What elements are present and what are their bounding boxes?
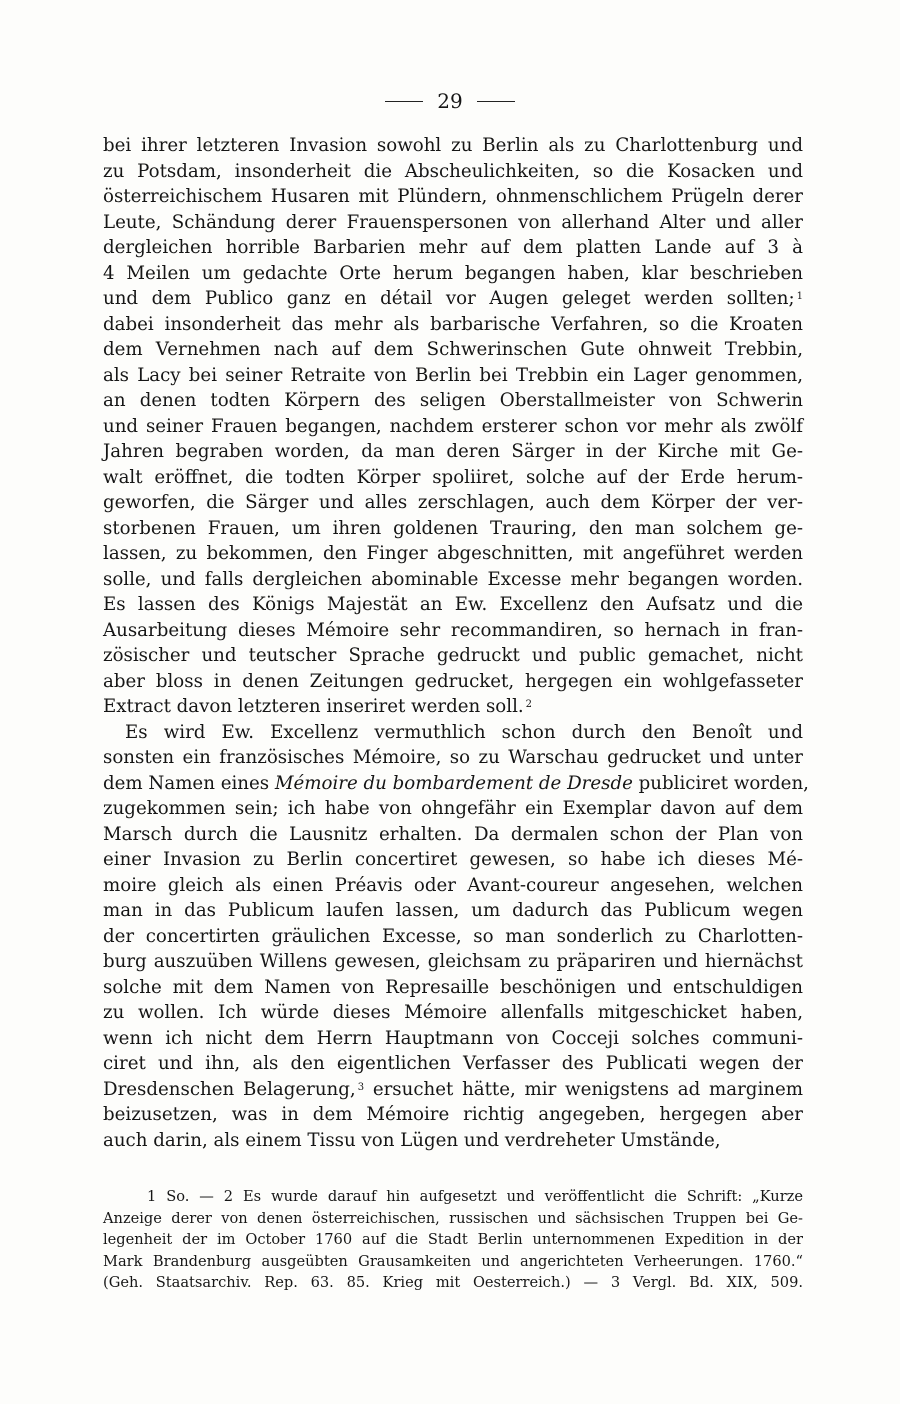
text-line: 4 Meilen um gedachte Orte herum begangen haben, klar beschrieben	[103, 262, 803, 284]
text-line	[103, 1128, 803, 1154]
text-line	[103, 720, 803, 746]
footnote-line: 1 So. — 2 Es wurde darauf hin aufgesetzt und veröffentlicht die Schrift: „Kurze	[147, 1188, 803, 1205]
footnote-marker: 1	[796, 291, 803, 302]
text-segment: solche mit dem Namen von Represaille beschönigen und entschuldigen	[103, 976, 803, 998]
text-line	[103, 1051, 803, 1077]
text-line: Leute, Schändung derer Frauenspersonen von allerhand Alter und aller	[103, 211, 803, 233]
text-segment: ciret und ihn, als den eigentlichen Verfasser des Publicati wegen der	[103, 1053, 803, 1074]
footnote-line: Anzeige derer von denen österreichischen, russischen und sächsischen Truppen bei Ge-	[103, 1209, 803, 1227]
header-rule-left	[385, 101, 423, 102]
text-line	[103, 924, 803, 950]
text-line: geworfen, die Särger und alles zerschlagen, auch dem Körper der ver-	[103, 492, 803, 513]
text-segment: dem Namen eines	[103, 772, 275, 794]
text-line: österreichischem Husaren mit Plündern, ohnmenschlichem Prügeln derer	[103, 186, 803, 207]
text-line: bei ihrer letzteren Invasion sowohl zu Berlin als zu Charlottenburg und	[103, 135, 803, 156]
text-segment: Es wird Ew. Excellenz vermuthlich schon durch den Benoît und	[125, 721, 803, 743]
body-text	[103, 133, 809, 1153]
paragraph-1	[103, 133, 803, 720]
text-segment: Dresdenschen Belagerung,	[103, 1078, 356, 1100]
text-line: Es lassen des Königs Majestät an Ew. Excellenz den Aufsatz und die	[103, 594, 803, 615]
text-line	[103, 847, 803, 873]
text-line: als Lacy bei seiner Retraite von Berlin bei Trebbin ein Lager genommen,	[103, 364, 803, 386]
text-line	[103, 898, 803, 924]
text-line: an denen todten Körpern des seligen Oberstallmeister von Schwerin	[103, 390, 803, 411]
italic-title: Mémoire du bombardement de Dresde	[274, 772, 633, 794]
footnote-marker: 3	[357, 1081, 365, 1093]
text-line	[103, 1026, 803, 1052]
text-line: Extract davon letzteren inseriret werden soll. $^2$	[103, 696, 533, 717]
text-line	[103, 822, 803, 848]
text-segment: beizusetzen, was in dem Mémoire richtig angegeben, hergegen aber	[103, 1104, 803, 1125]
text-segment: der concertirten gräulichen Excesse, so man sonderlich zu Charlotten-	[103, 925, 803, 947]
footnote-line: legenheit der im October 1760 auf die Stadt Berlin unternommenen Expedition in der	[103, 1231, 803, 1248]
text-line	[103, 1077, 803, 1103]
text-line	[103, 771, 809, 797]
text-line: walt eröffnet, die todten Körper spoliiret, solche auf der Erde herum-	[103, 466, 803, 488]
text-segment: publiciret worden,	[632, 772, 809, 794]
text-line	[103, 796, 803, 822]
text-line	[103, 975, 803, 1001]
footnote-line: Mark Brandenburg ausgeübten Grausamkeiten und angerichteten Verheerungen. 1760.“	[103, 1252, 803, 1270]
footnote-marker: 2	[525, 699, 533, 710]
text-line: zösischer und teutscher Sprache gedruckt und public gemachet, nicht	[103, 645, 803, 666]
text-segment: zugekommen sein; ich habe von ohngefähr ein Exemplar davon auf dem	[103, 798, 803, 819]
text-segment: einer Invasion zu Berlin concertiret gewesen, so habe ich dieses Mé-	[103, 849, 803, 870]
text-line: und seiner Frauen begangen, nachdem ersterer schon vor mehr als zwölf	[103, 415, 803, 437]
text-line: solle, und falls dergleichen abominable Excesse mehr begangen worden.	[103, 568, 803, 590]
text-line	[103, 873, 803, 899]
text-segment: zu wollen. Ich würde dieses Mémoire allenfalls mitgeschicket haben,	[103, 1002, 803, 1023]
page-header	[0, 86, 900, 116]
text-line	[103, 1000, 803, 1026]
footnotes	[103, 1186, 803, 1294]
text-line: storbenen Frauen, um ihren goldenen Trauring, den man solchem ge-	[103, 517, 803, 539]
text-line: dem Vernehmen nach auf dem Schwerinschen Gute ohnweit Trebbin,	[103, 339, 803, 360]
page-number: 29	[437, 89, 463, 113]
text-segment: Marsch durch die Lausnitz erhalten. Da dermalen schon der Plan von	[103, 823, 803, 845]
text-line: Jahren begraben worden, da man deren Särger in der Kirche mit Ge-	[103, 441, 803, 462]
text-segment: burg auszuüben Willens gewesen, gleichsam zu präpariren und hiernächst	[103, 951, 803, 972]
footnote-line: (Geh. Staatsarchiv. Rep. 63. 85. Krieg mit Oesterreich.) — 3 Vergl. Bd. XIX, 509.	[103, 1274, 803, 1291]
text-line: und dem Publico ganz en détail vor Augen geleget werden sollten; $^1$	[103, 288, 803, 309]
text-segment: moire gleich als einen Préavis oder Avant-coureur angesehen, welchen	[103, 874, 803, 896]
text-segment: man in das Publicum laufen lassen, um dadurch das Publicum wegen	[103, 900, 803, 921]
text-segment: wenn ich nicht dem Herrn Hauptmann von Cocceji solches communi-	[103, 1027, 803, 1049]
text-line	[103, 949, 803, 975]
paragraph-2	[103, 720, 809, 1154]
text-line	[103, 745, 803, 771]
text-line: zu Potsdam, insonderheit die Abscheulichkeiten, so die Kosacken und	[103, 160, 803, 182]
text-line: Ausarbeitung dieses Mémoire sehr recommandiren, so hernach in fran-	[103, 619, 803, 641]
text-segment: sonsten ein französisches Mémoire, so zu Warschau gedrucket und unter	[103, 747, 803, 768]
text-line: aber bloss in denen Zeitungen gedrucket, hergegen ein wohlgefasseter	[103, 670, 803, 692]
text-segment: auch darin, als einem Tissu von Lügen und verdreheter Umstände,	[103, 1129, 721, 1151]
text-line: lassen, zu bekommen, den Finger abgeschnitten, mit angeführet werden	[103, 543, 803, 564]
text-segment: ersuchet hätte, mir wenigstens ad marginem	[364, 1078, 803, 1100]
text-line: dabei insonderheit das mehr als barbarische Verfahren, so die Kroaten	[103, 313, 803, 335]
header-rule-right	[477, 101, 515, 102]
text-line	[103, 1102, 803, 1128]
text-line: dergleichen horrible Barbarien mehr auf dem platten Lande auf 3 à	[103, 237, 803, 258]
